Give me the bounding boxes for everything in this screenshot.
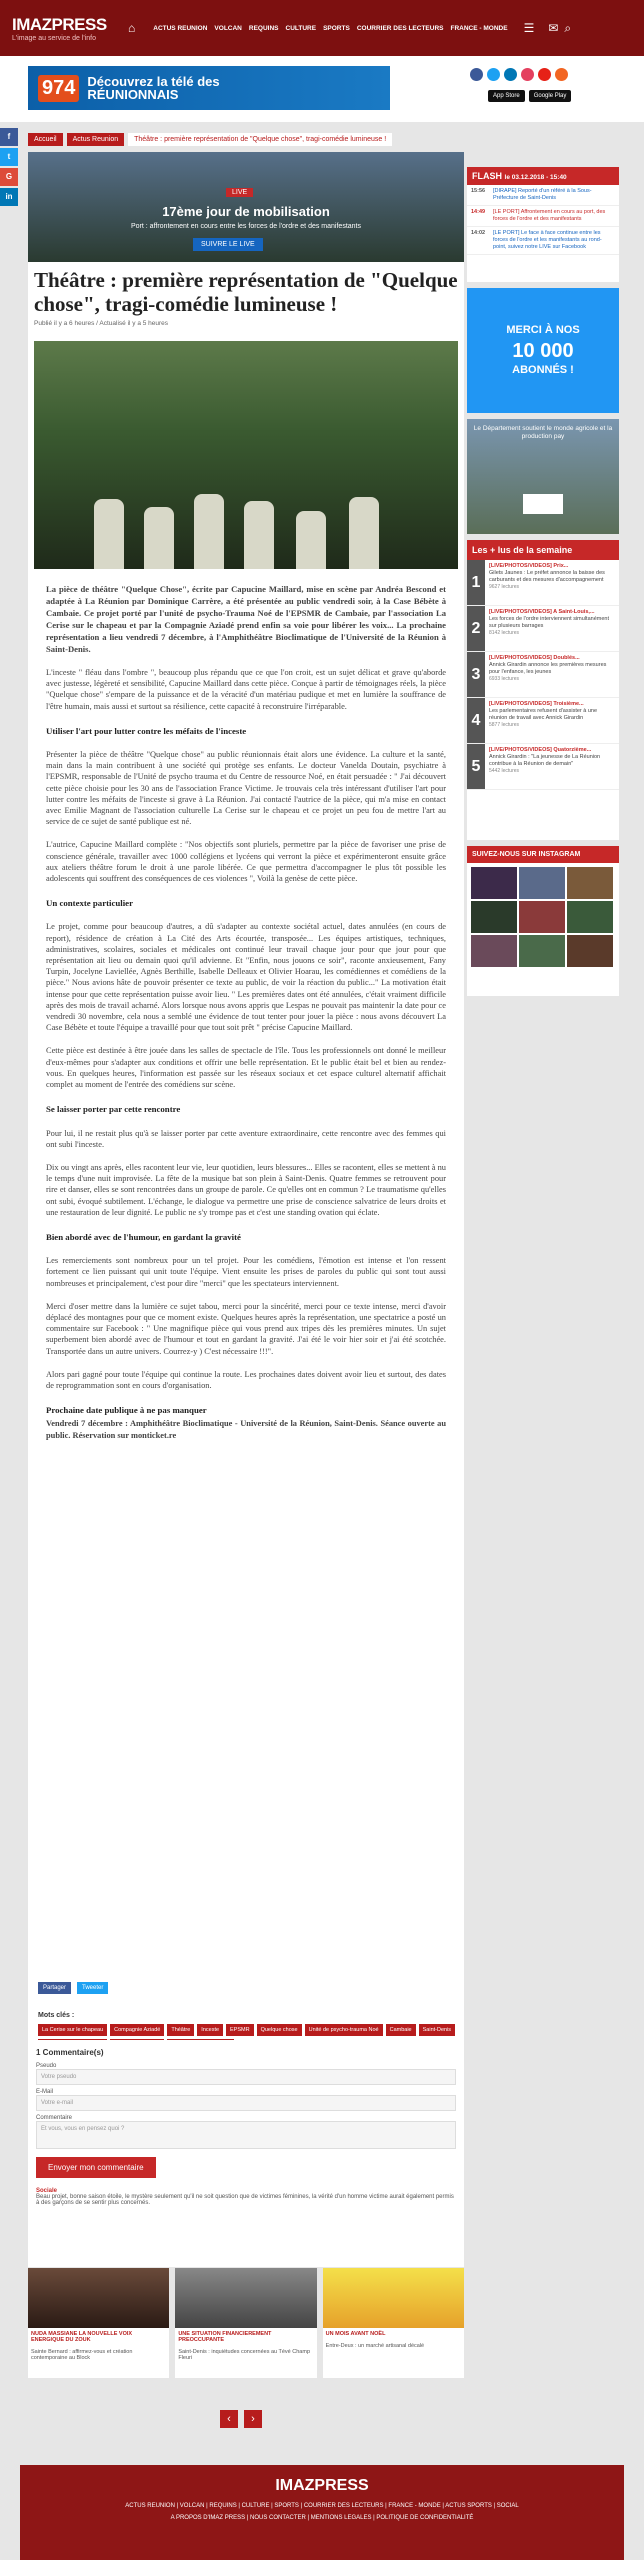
prev-arrow-icon[interactable]: ‹: [220, 2410, 238, 2428]
item-title: [LIVE/PHOTOS/VIDEOS] Doublés...: [489, 655, 580, 661]
most-read-item[interactable]: [467, 698, 619, 744]
item-views: 5442 lectures: [489, 768, 520, 774]
item-title: [LIVE/PHOTOS/VIDEOS] Troisième...: [489, 701, 584, 707]
comments-section: [28, 2040, 464, 2260]
breadcrumb-current: Théâtre : première représentation de "Quelque chose", tragi-comédie lumineuse !: [128, 133, 392, 146]
site-logo[interactable]: [12, 13, 122, 43]
send-comment-button[interactable]: Envoyer mon commentaire: [36, 2157, 156, 2178]
banner-row: [0, 56, 644, 122]
nav-menu: [153, 25, 507, 32]
nav-item-volcan[interactable]: VOLCAN: [214, 24, 242, 32]
flash-header: [467, 167, 619, 185]
flash-date: le 03.12.2018 - 15:40: [504, 174, 567, 181]
instagram-photo[interactable]: [567, 867, 613, 899]
article-body: [28, 667, 464, 1441]
paragraph: Le projet, comme pour beaucoup d'autres, a dû s'adapter au contexte sociétal actuel, dates annulées (en cours de report), résidence de création à La Cité des Arts écourtée, transposée... Les équipes artistiques, techniques, administratives, scolaires, sociales et médicales ont continué leur travail chaque jour pour que jour pour que représentation ait lieu ou demain quoi qu'il advienne. Et "Enfin, nous jouons ce soir", raconte anxieusement, Fany Turpin, Jocelyne Laviellée, Agnès Berthille, Isabelle Delleaux et Olivier Hoarau, les comédiennes et comédiens de la pièce." Nous avions hâte de pouvoir présenter ce texte au public, de voir la réaction du public..." La motivation était intense pour que cette représentation puisse avoir lieu. " Les premières dates ont été annulées, c'était vraiment difficile après des mois de travail acharné. Alors lorsque nous avons appris que Lespas ne pouvait pas maintenir la date pour ce vendredi 30 novembre, cela nous a semblé une évidence de tout tenter pour jouer la pièce : nous avons découvert La Case Bébète et toute l'équipe a travaillé pour que tout soit prêt " précise Capucine Maillard.: [46, 922, 446, 1033]
paragraph: Présenter la pièce de théâtre "Quelque chose" au public réunionnais était alors une évidence. La culture et la santé, main dans la main contribuent à une société qui protège ses enfants. Le docteur Vanelda Doutain, psychiatre à l'EPSMR, responsable de l'Unité de psycho trauma et du Centre de ressource Noé, en était persuadée : " J'ai découvert cette pièce choisie pour les 30 ans de l'association France Victime. Je trouvais cela très intéressant d'utiliser l'art pour lutter contre les méfaits de l'inceste si grave à La Réunion. J'ai contacté l'autrice de la pièce, qui m'a mise en contact avec Emilie Magnant de l'association culturelle La Cerise sur le chapeau et ce projet un peu fou de mettre l'art au service de ce sujet de santé publique est né.: [46, 750, 446, 827]
tags-label: Mots clés :: [38, 2012, 75, 2019]
share-linkedin-icon[interactable]: in: [0, 188, 18, 206]
menu-icon[interactable]: ☰: [523, 21, 535, 35]
nav-item-courrier[interactable]: COURRIER DES LECTEURS: [356, 24, 444, 32]
nav-item-france-monde[interactable]: FRANCE - MONDE: [450, 24, 508, 32]
instagram-photo[interactable]: [567, 901, 613, 933]
comments-title: 1 Commentaire(s): [36, 2048, 104, 2057]
paragraph: Cette pièce est destinée à être jouée dans les salles de spectacle de l'île. Tous les professionnels ont donné le meilleur d'eux-mêmes pour s'adapter aux conditions et offrir une belle représentation. Et le public était bel et bien au rendez-vous. En quelques heures, l'information est passée sur les réseaux sociaux et cet espace culturel alternatif affichait complet au moment de l'entrée des comédiens sur scène.: [46, 1046, 446, 1090]
tag[interactable]: Inceste: [197, 2024, 223, 2036]
live-banner[interactable]: [28, 152, 464, 262]
ad-logo: 974: [38, 75, 79, 102]
logo-tagline: L'image au service de l'info: [12, 34, 96, 42]
related-image: [323, 2268, 464, 2328]
item-views: 9627 lectures: [489, 584, 520, 590]
related-card[interactable]: [28, 2268, 169, 2378]
most-read-title: Les + lus de la semaine: [467, 540, 619, 560]
item-excerpt: Les parlementaires refusent d'assister à une réunion de travail avec Annick Girardin: [489, 708, 598, 721]
flash-text: [DIRAPE] Reporté d'un référé à la Sous-Préfecture de Saint-Denis: [493, 188, 592, 201]
instagram-photo[interactable]: [471, 935, 517, 967]
rss-icon[interactable]: [555, 68, 568, 81]
region-ad-text: Le Département soutient le monde agricole et la production pay: [473, 425, 613, 440]
footer-links[interactable]: ACTUS REUNION | VOLCAN | REQUINS | CULTURE | SPORTS | COURRIER DES LECTEURS | FRANCE - MONDE | ACTUS SPORTS | SOCIAL: [125, 2503, 519, 2509]
nav-item-actus[interactable]: ACTUS REUNION: [153, 24, 208, 32]
next-arrow-icon[interactable]: ›: [244, 2410, 262, 2428]
subheading: Se laisser porter par cette rencontre: [46, 1104, 181, 1115]
rank: 5: [467, 744, 485, 789]
twitter-share-button[interactable]: Tweeter: [77, 1982, 108, 1994]
related-title: UN MOIS AVANT NOËL: [325, 2331, 386, 2337]
app-store-badge[interactable]: App Store: [488, 90, 525, 102]
email-input[interactable]: Votre e-mail: [36, 2095, 456, 2111]
tag[interactable]: La Cerise sur le chapeau: [38, 2024, 107, 2036]
item-title: [LIVE/PHOTOS/VIDEOS] Prix...: [489, 563, 569, 569]
instagram-photo[interactable]: [471, 901, 517, 933]
sidebar: [467, 167, 619, 996]
pseudo-input[interactable]: Votre pseudo: [36, 2069, 456, 2085]
rank: 4: [467, 698, 485, 743]
paragraph: Dix ou vingt ans après, elles racontent leur vie, leur quotidien, leurs blessures... Elles se racontent, elles se mettent à nu le temps d'une nuit improvisée. La fête de la musique bat son plein à Saint-Denis. Quatre femmes se retrouvent pour rire et danser, elles se sont rencontrées dans un groupe de parole. Ce qu'elles ont en commun ? Le traumatisme qu'elles ont subi, évoqué subtilement. L'échange, le dialogue va permettre une prise de conscience salvatrice de leurs droits et une restauration de leur dignité. Le public ne s'y trompe pas et c'est une standing ovation qui éclate.: [46, 1162, 446, 1217]
pagination: [220, 2410, 262, 2428]
ad-banner[interactable]: [28, 66, 390, 110]
flash-item[interactable]: [467, 227, 619, 255]
linkedin-icon[interactable]: [504, 68, 517, 81]
pseudo-label: Pseudo: [36, 2063, 57, 2069]
flash-time: 15:56: [471, 188, 486, 194]
item-excerpt: Gilets Jaunes : Le préfet annonce la baisse des carburants et des mesures d'accompagnement: [489, 570, 605, 583]
comment-author: Sociale: [36, 2188, 58, 2194]
mail-icon[interactable]: ✉: [548, 21, 559, 35]
flash-time: 14:02: [471, 230, 486, 236]
article-lead: La pièce de théâtre "Quelque Chose", écrite par Capucine Maillard, mise en scène par Andréa Bescond et adaptée à La Réunion par Dominique Carrère, a été présentée au public vendredi soir, à la Case Bébète à Cambaie. Ce projet porté par l'unité de psycho-Trauma Noé de l'EPSMR de Cambaie, par l'association La Cerise sur le chapeau et par la Compagnie Aziadé prend enfin sa voie pour libérer les voix... La prochaine représentation a lieu vendredi 7 décembre, à l'Amphithéâtre Bioclimatique de l'Université de la Réunion à Saint-Denis.: [46, 584, 446, 654]
breadcrumb: [28, 133, 392, 146]
item-excerpt: Les forces de l'ordre interviennent simultanément sur plusieurs barrages: [489, 616, 609, 629]
related-card[interactable]: [323, 2268, 464, 2378]
facebook-icon[interactable]: [470, 68, 483, 81]
paragraph: Alors pari gagné pour toute l'équipe qui continue la route. Les prochaines dates doivent avoir lieu et surtout, des dates de reprogrammation sont en cours d'organisation.: [46, 1369, 446, 1390]
item-title: [LIVE/PHOTOS/VIDEOS] Quatorzième...: [489, 747, 592, 753]
item-excerpt: Annick Girardin : "La jeunesse de La Réunion contribue à la Réunion de demain": [489, 754, 601, 767]
subheading: Bien abordé avec de l'humour, en gardant la gravité: [46, 1231, 241, 1242]
article-meta: Publié il y a 6 heures / Actualisé il y a 5 heures: [34, 320, 169, 327]
related-card[interactable]: [175, 2268, 316, 2378]
ad-text-line2: RÉUNIONNAIS: [87, 87, 179, 102]
footer-logo[interactable]: IMAZPRESS: [275, 2477, 369, 2494]
facebook-share-button[interactable]: Partager: [38, 1982, 71, 1994]
share-facebook-icon[interactable]: f: [0, 128, 18, 146]
photo-figure: [244, 501, 274, 569]
flash-time: 14:49: [471, 209, 486, 215]
share-buttons: [38, 1982, 108, 1994]
thanks-banner[interactable]: [467, 288, 619, 413]
most-read-item[interactable]: [467, 606, 619, 652]
instagram-grid: [467, 863, 619, 971]
nav-item-requins[interactable]: REQUINS: [248, 24, 279, 32]
instagram-photo[interactable]: [471, 867, 517, 899]
breadcrumb-section[interactable]: Actus Reunion: [67, 133, 125, 146]
tag[interactable]: Compagnie Aziadé: [110, 2024, 164, 2036]
subheading: Utiliser l'art pour lutter contre les méfaits de l'inceste: [46, 725, 247, 736]
social-links: [470, 68, 568, 81]
instagram-photo[interactable]: [567, 935, 613, 967]
tag[interactable]: Cambaie: [386, 2024, 416, 2036]
related-articles: [28, 2268, 464, 2378]
side-share-bar: [0, 128, 18, 208]
rank: 3: [467, 652, 485, 697]
tag[interactable]: EPSMR: [226, 2024, 254, 2036]
comment-label: Commentaire: [36, 2115, 73, 2121]
related-sub: Saint-Denis : inquiétudes concernées au Tévé Champ Fleuri: [178, 2349, 310, 2361]
home-icon[interactable]: ⌂: [128, 21, 136, 35]
nav-item-sports[interactable]: SPORTS: [323, 24, 350, 32]
tag[interactable]: Théâtre: [167, 2024, 194, 2036]
most-read: [467, 540, 619, 840]
rank: 2: [467, 606, 485, 651]
live-title: 17ème jour de mobilisation: [162, 204, 330, 219]
logo-text: IMAZPRESS: [12, 14, 107, 34]
related-image: [28, 2268, 169, 2328]
related-sub: Sainte Bernard : affirmez-vous et création contemporaine au Block: [31, 2349, 133, 2361]
live-subtitle: Port : affrontement en cours entre les forces de l'ordre et des manifestants: [131, 223, 361, 230]
related-title: UNE SITUATION FINANCIEREMENT PREOCCUPANTE: [178, 2331, 272, 2343]
item-views: 8142 lectures: [489, 630, 520, 636]
search-icon[interactable]: ⌕: [564, 20, 572, 35]
paragraph: L'autrice, Capucine Maillard complète : "Nos objectifs sont pluriels, permettre par la pièce de favoriser une prise de conscience générale, travailler avec 1000 collégiens et lycéens qui verront la pièce et expérimenteront ensuite grâce aux ateliers théâtre forum le droit à une parole libérée. Ce que permettra d'accompagner le plus tôt possible les adolescents qui souffrent des conséquences de ces violences ", Voilà la genèse de cette pièce.: [46, 840, 446, 884]
paragraph: Les remerciements sont nombreux pour un tel projet. Pour les comédiens, l'émotion est intense et l'on ressent fortement ce lien puissant qui unit toute l'équipe. Vient ensuite les prises de paroles du public qui sont tout aussi nombreuses et principalement, c'est pour dire "merci" que les spectateurs interviennent.: [46, 1256, 446, 1288]
footer-legal-links[interactable]: A PROPOS D'IMAZ PRESS | NOUS CONTACTER | MENTIONS LEGALES | POLITIQUE DE CONFIDENTIALITÉ: [170, 2515, 474, 2521]
instagram-block: [467, 846, 619, 996]
item-excerpt: Annick Girardin annonce les premières mesures pour l'enfance, les jeunes: [489, 662, 607, 675]
subheading: Prochaine date publique à ne pas manquer: [46, 1405, 207, 1416]
thanks-line2: 10 000: [512, 340, 574, 362]
subheading: Un contexte particulier: [46, 898, 133, 909]
live-badge: LIVE: [226, 188, 253, 197]
youtube-icon[interactable]: [538, 68, 551, 81]
flash-text: [LE PORT] Affrontement en cours au port, des forces de l'ordre et des manifestants: [493, 209, 606, 222]
photo-figure: [296, 511, 326, 569]
comment-item: [36, 2188, 456, 2206]
most-read-item[interactable]: [467, 744, 619, 790]
ad-text-line1: Découvrez la télé des: [87, 74, 220, 89]
thanks-line3: ABONNÉS !: [512, 364, 574, 376]
tag[interactable]: Quelque chose: [257, 2024, 302, 2036]
item-views: 5877 lectures: [489, 722, 520, 728]
tag[interactable]: Saint-Denis: [419, 2024, 455, 2036]
flash-text: [LE PORT] Le face à face continue entre les forces de l'ordre et les manifestants au rond-point, suivez notre LIVE sur Facebook: [493, 230, 602, 250]
twitter-icon[interactable]: [487, 68, 500, 81]
article-main: [28, 152, 464, 2267]
breadcrumb-home[interactable]: Accueil: [28, 133, 63, 146]
article-title: Théâtre : première représentation de "Quelque chose", tragi-comédie lumineuse !: [34, 268, 458, 316]
comment-text: Beau projet, bonne saison étoile, le mystère seulement qu'il ne soit question que de victimes féminines, la vérité d'un homme victime aurait également permis à des garçons de se sentir plus concernés.: [36, 2194, 454, 2206]
follow-live-button[interactable]: SUIVRE LE LIVE: [193, 238, 263, 251]
paragraph: Vendredi 7 décembre : Amphithéâtre Bioclimatique - Université de la Réunion, Saint-Denis. Séance ouverte au public. Réservation sur monticket.re: [46, 1419, 446, 1440]
instagram-photo[interactable]: [519, 901, 565, 933]
instagram-title: SUIVEZ-NOUS SUR INSTAGRAM: [467, 846, 619, 863]
paragraph: L'inceste " fléau dans l'ombre ", beaucoup plus répandu que ce que l'on croit, est un sujet délicat et grave qu'aborde avec justesse, légèreté et sensibilité, Capucine Maillard dans cette pièce. Conçue à partir de témoignages réels, la pièce "Quelque chose" s'empare de la puissance et de la véracité d'un matériau pudique et met en lumière la souffrance de l'être humain, mais aussi et surtout sa résilience, cette capacité à reconstruire l'irréparable.: [46, 668, 446, 711]
top-navigation: [0, 0, 644, 56]
photo-figure: [144, 507, 174, 569]
share-twitter-icon[interactable]: t: [0, 148, 18, 166]
photo-figure: [194, 494, 224, 569]
comment-textarea[interactable]: Et vous, vous en pensez quoi ?: [36, 2121, 456, 2149]
nav-item-culture[interactable]: CULTURE: [285, 24, 317, 32]
ad-text: [87, 75, 219, 101]
thanks-line1: MERCI À NOS: [506, 324, 580, 336]
related-title: NUDA MASSIANE LA NOUVELLE VOIX ENERGIQUE DU ZOUK: [31, 2331, 133, 2343]
google-play-badge[interactable]: Google Play: [529, 90, 572, 102]
paragraph: Pour lui, il ne restait plus qu'à se laisser porter par cette aventure extraordinaire, cette rencontre avec des femmes qui ont subi l'inceste.: [46, 1128, 446, 1149]
most-read-item[interactable]: [467, 652, 619, 698]
rank: 1: [467, 560, 485, 605]
flash-item[interactable]: [467, 185, 619, 206]
item-title: [LIVE/PHOTOS/VIDEOS] A Saint-Louis,...: [489, 609, 595, 615]
app-stores: [488, 90, 571, 102]
email-label: E-Mail: [36, 2089, 54, 2095]
flash-news: [467, 167, 619, 282]
photo-figure: [349, 497, 379, 569]
instagram-photo[interactable]: [519, 867, 565, 899]
instagram-icon[interactable]: [521, 68, 534, 81]
related-image: [175, 2268, 316, 2328]
item-views: 6933 lectures: [489, 676, 520, 682]
region-ad[interactable]: [467, 419, 619, 534]
tag[interactable]: Unité de psycho-trauma Noé: [305, 2024, 383, 2036]
instagram-photo[interactable]: [519, 935, 565, 967]
photo-figure: [94, 499, 124, 569]
site-footer: [20, 2465, 624, 2560]
article-photo: [34, 341, 458, 569]
most-read-item[interactable]: [467, 560, 619, 606]
flash-title: FLASH: [472, 171, 502, 181]
region-logo: [523, 494, 563, 514]
related-sub: Entre-Deux : un marché artisanal décalé: [325, 2343, 425, 2349]
flash-item[interactable]: [467, 206, 619, 227]
paragraph: Merci d'oser mettre dans la lumière ce sujet tabou, merci pour la sincérité, merci pour ce texte intense, merci d'avoir déplacé des montagnes pour que ce moment existe. Quelques heures après la représentation, une spectatrice a posté un commentaire sur Facebook : " Une magnifique pièce qui vous prend aux tripes dès les premières minutes. Un sujet superbement bien abordé avec de l'humour et tout en gardant la gravité. J'ai été le voir hier soir et j'ai été scotchée. Transportée dans un autre univers. Courrez-y ) C'est nécessaire !!!".: [46, 1301, 446, 1356]
share-google-icon[interactable]: G: [0, 168, 18, 186]
